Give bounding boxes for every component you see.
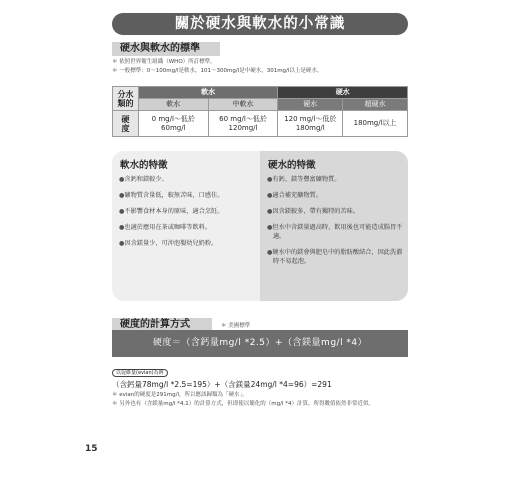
calculation-note-line: ＊ evian的硬度是291mg/l，所以應該歸類為「硬水」。: [112, 392, 248, 398]
page-title: 關於硬水與軟水的小常識: [112, 13, 408, 35]
subheader-hard: 硬水: [278, 99, 343, 111]
value-line: 180mg/l以上: [353, 119, 397, 127]
soft-features-list: [119, 175, 257, 255]
list-item: [267, 248, 405, 266]
value-line: 180mg/l: [295, 123, 325, 132]
soft-features: [112, 151, 260, 301]
hard-features-list: [267, 175, 405, 273]
calculation-heading: 硬度的計算方式: [112, 318, 212, 332]
value-line: 0 mg/l～低於60mg/l: [151, 114, 195, 132]
hardness-label-2: 度: [121, 123, 130, 133]
group-soft-header: 軟水: [138, 87, 277, 99]
features-panel: [112, 151, 408, 301]
list-item: [267, 175, 405, 184]
calculation-note-line: ＊ 另外也有（含鎂量mg/l *4.1）的計算方式，但即使以簡化的（mg/l *4）計算，所得數值依然非常近似。: [112, 401, 374, 407]
bullet-icon: ●: [267, 224, 273, 231]
feature-text: 有鈣、鎂等豐富礦物質。: [272, 176, 341, 183]
group-hard-header: 硬水: [278, 87, 408, 99]
hardness-formula: 硬度＝（含鈣量mg/l *2.5）+（含鎂量mg/l *4）: [112, 330, 408, 357]
list-item: [119, 191, 257, 200]
list-item: [267, 191, 405, 200]
bullet-icon: ●: [267, 192, 273, 199]
calculation-notes: [112, 391, 374, 409]
table-row: [113, 111, 408, 137]
bullet-icon: ●: [267, 249, 273, 256]
value-soft: [138, 111, 208, 137]
feature-text: 硬水中的鎂會與肥皂中的脂肪酸結合，因此洗濯時不易起泡。: [272, 249, 403, 265]
feature-text: 因含鎂較多，帶有獨特的苦味。: [272, 208, 360, 215]
feature-text: 含鈣和鎂較少。: [124, 176, 168, 183]
list-item: [267, 207, 405, 216]
soft-features-title: 軟水的特徵: [120, 160, 168, 171]
list-item: [267, 223, 405, 241]
bullet-icon: ●: [267, 176, 273, 183]
list-item: [119, 175, 257, 184]
classification-table: [112, 86, 408, 137]
hardness-label-1: 硬: [121, 114, 130, 124]
feature-text: 不影響食材本身的原味，適合烹飪。: [124, 208, 224, 215]
list-item: [119, 239, 257, 248]
subheader-very-hard: 超硬水: [343, 99, 408, 111]
row-header-bottom: 類的: [117, 98, 134, 108]
standard-notes: [112, 58, 322, 76]
feature-text: 適合補充礦物質。: [272, 192, 322, 199]
standard-note: ＊ 一般標準：0～100mg/l是軟水，101～300mg/l是中硬水，301mg/l以上是硬水。: [112, 68, 323, 74]
subheader-soft: 軟水: [138, 99, 208, 111]
bullet-icon: ●: [267, 208, 273, 215]
table-subheader-row: [113, 99, 408, 111]
row-header-cell: [113, 87, 139, 111]
list-item: [119, 207, 257, 216]
feature-text: 也適於應用在茶或咖啡等飲料。: [124, 224, 212, 231]
bullet-icon: ●: [119, 176, 125, 183]
bullet-icon: ●: [119, 240, 125, 247]
row-header-top: 分水: [117, 89, 134, 99]
value-line: 120mg/l: [228, 123, 258, 132]
standard-heading: 硬水與軟水的標準: [112, 42, 220, 56]
calculation-note: ＊ 美國標準: [221, 323, 251, 329]
table-group-row: [113, 87, 408, 99]
feature-text: 但水中含鎂量過高時，飲用後也可能造成腸胃不適。: [272, 224, 403, 240]
hard-features-title: 硬水的特徵: [268, 160, 316, 171]
value-medium-soft: [208, 111, 278, 137]
feature-text: 礦物質含量低，較無苦味，口感佳。: [124, 192, 224, 199]
value-hard: [278, 111, 343, 137]
feature-text: 因含鎂量少，可沖泡嬰幼兒奶粉。: [124, 240, 218, 247]
example-tag: 以促維量(evian)為例: [112, 369, 168, 377]
value-line: 120 mg/l～低於: [284, 114, 337, 123]
value-very-hard: [343, 111, 408, 137]
list-item: [119, 223, 257, 232]
bullet-icon: ●: [119, 192, 125, 199]
value-line: 60 mg/l～低於: [219, 114, 267, 123]
standard-note: ＊ 依照世界衛生組織（WHO）所訂標準。: [112, 59, 216, 65]
subheader-medium-soft: 中軟水: [208, 99, 278, 111]
hardness-label-cell: [113, 111, 139, 137]
hard-features: [260, 151, 408, 301]
bullet-icon: ●: [119, 208, 125, 215]
example-calculation: （含鈣量78mg/l *2.5=195）+（含鎂量24mg/l *4=96）=291: [112, 380, 332, 389]
bullet-icon: ●: [119, 224, 125, 231]
page-number: 15: [85, 444, 98, 454]
